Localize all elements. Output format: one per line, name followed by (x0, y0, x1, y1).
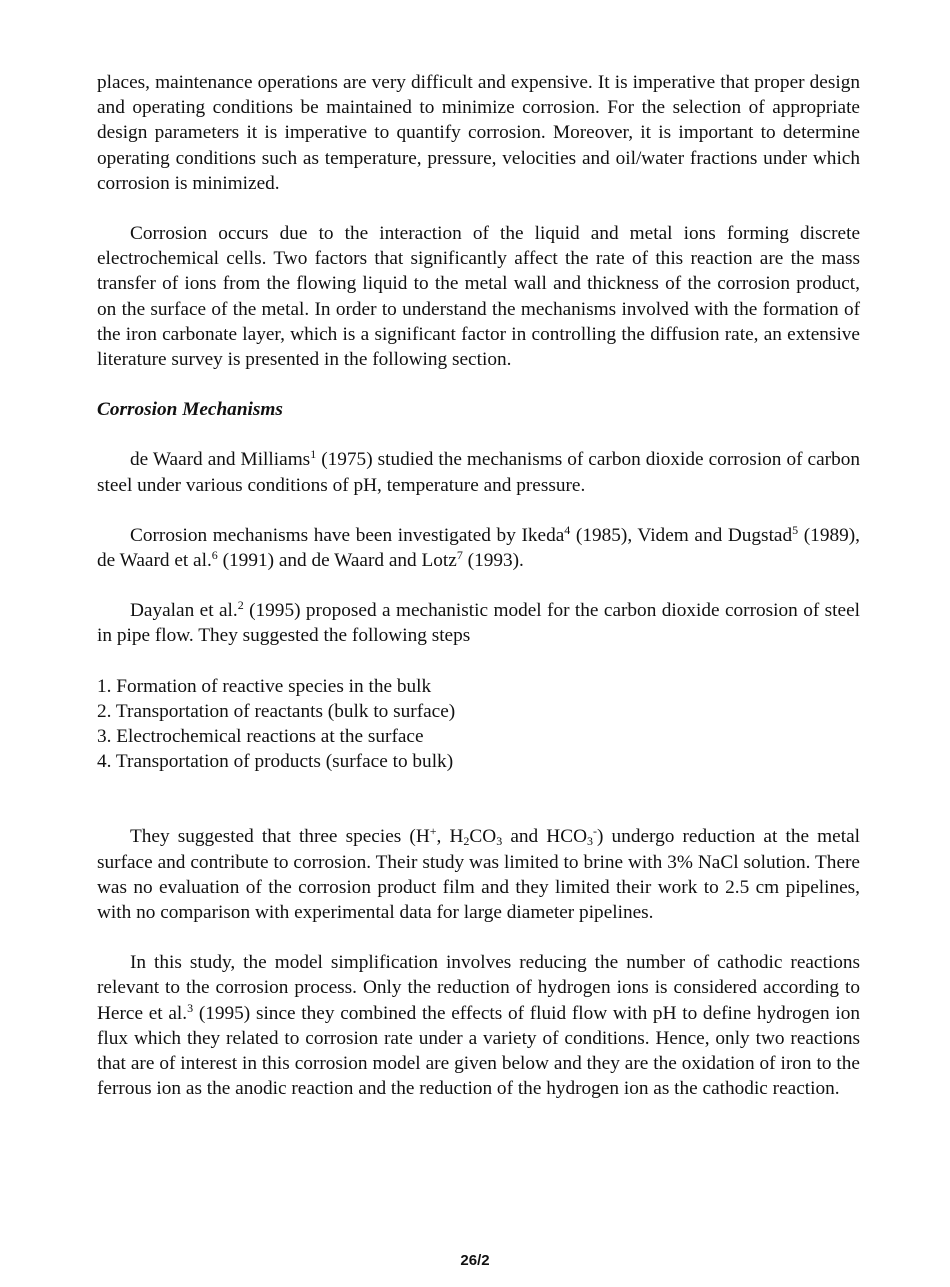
text-run: CO (469, 826, 497, 848)
list-item: 4. Transportation of products (surface to bulk) (97, 751, 454, 773)
text-run: , H (436, 826, 464, 848)
text-run: In this study, the model simplification involves reducing the number of cathodic reactions relevant to the corrosion process. Only the reduction of hydrogen ions is considered according to Herce et al. (97, 952, 860, 1024)
subscript: 3 (587, 834, 593, 849)
text-run: and HCO (502, 826, 587, 848)
section-heading: Corrosion Mechanisms (97, 399, 283, 421)
text-run: Dayalan et al. (130, 600, 238, 622)
citation-ref: 6 (211, 548, 218, 563)
text-run: ) undergo reduction at the metal surface and contribute to corrosion. Their study was limited to brine with 3% NaCl solution. There was no evaluation of the corrosion product film and they limited their work to 2.5 cm pipelines, with no comparison with experimental data for large diameter pipelines. (97, 826, 860, 924)
corrosion-paragraph: Corrosion occurs due to the interaction of the liquid and metal ions forming discrete electrochemical cells. Two factors that significantly affect the rate of this reaction are the mass transfer of ions from the flowing liquid to the metal wall and thickness of the corrosion product, on the surface of the metal. In order to understand the mechanisms involved with the formation of the iron carbonate layer, which is a significant factor in controlling the diffusion rate, an extensive literature survey is presented in the following section. (97, 223, 860, 371)
citation-ref: 5 (792, 522, 799, 537)
model-paragraph (97, 950, 860, 1101)
subscript: 3 (496, 834, 503, 849)
dewaard-paragraph (97, 447, 860, 497)
list-item: 2. Transportation of reactants (bulk to surface) (97, 700, 456, 722)
citation-ref: 4 (564, 522, 571, 537)
document-page (97, 70, 860, 1102)
text-run: Corrosion mechanisms have been investigated by Ikeda (130, 524, 565, 546)
species-paragraph (97, 824, 860, 925)
text-run: (1993). (462, 550, 524, 572)
dayalan-paragraph (97, 598, 860, 648)
intro-paragraph: places, maintenance operations are very difficult and expensive. It is imperative that proper design and operating conditions be maintained to minimize corrosion. For the selection of appropriate design parameters it is imperative to quantify corrosion. Moreover, it is important to determine operating conditions such as temperature, pressure, velocities and oil/water fractions under which corrosion is minimized. (97, 72, 860, 194)
text-run: (1985), Videm and Dugstad (570, 524, 793, 546)
citation-ref: 7 (456, 548, 463, 563)
superscript: - (593, 824, 597, 839)
text-run: They suggested that three species (H (130, 826, 430, 848)
citation-ref: 2 (237, 598, 244, 613)
steps-list (97, 674, 860, 775)
mechanisms-paragraph (97, 523, 860, 573)
text-run: de Waard and Milliams (130, 449, 311, 471)
text-run: (1989), de Waard et al. (97, 524, 860, 572)
list-item: 3. Electrochemical reactions at the surface (97, 726, 424, 748)
text-run: (1975) studied the mechanisms of carbon dioxide corrosion of carbon steel under various conditions of pH, temperature and pressure. (97, 449, 860, 496)
citation-ref: 1 (310, 447, 317, 462)
text-run: (1995) proposed a mechanistic model for the carbon dioxide corrosion of steel in pipe flow. They suggested the following steps (97, 600, 860, 647)
superscript: + (429, 824, 437, 839)
page-number: 26/2 (460, 1252, 490, 1269)
text-run: (1995) since they combined the effects of fluid flow with pH to define hydrogen ion flux which they related to corrosion rate under a variety of conditions. Hence, only two reactions that are of interest in this corrosion model are given below and they are the oxidation of iron to the ferrous ion as the anodic reaction and the reduction of the hydrogen ion as the cathodic reaction. (97, 1002, 860, 1100)
text-run: (1991) and de Waard and Lotz (217, 550, 457, 572)
citation-ref: 3 (187, 1000, 194, 1015)
subscript: 2 (463, 834, 470, 849)
list-item: 1. Formation of reactive species in the bulk (97, 675, 432, 697)
